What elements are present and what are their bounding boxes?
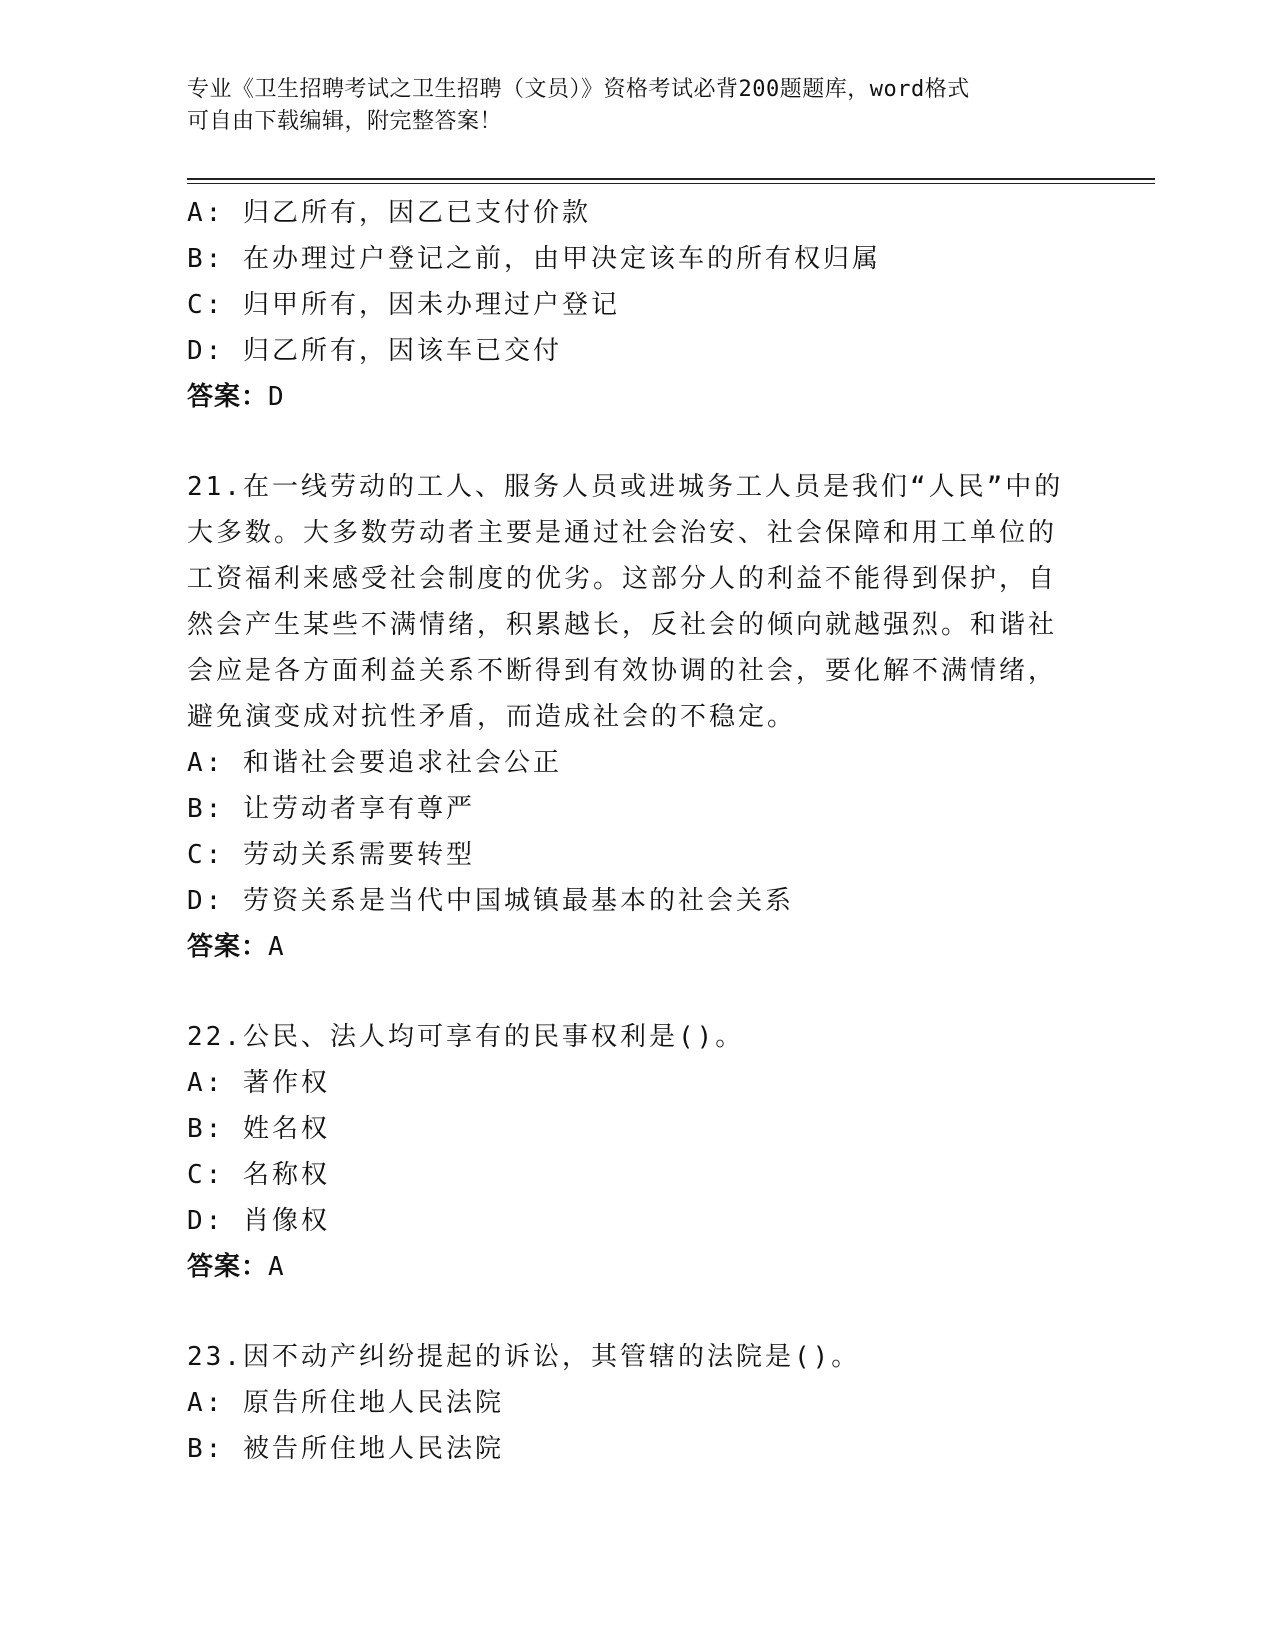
document-header xyxy=(187,74,1067,138)
answer-row xyxy=(187,374,1087,420)
answer-label: 答案： xyxy=(187,382,269,412)
answer-value: A xyxy=(268,932,285,962)
header-title-line-2: 可自由下载编辑，附完整答案！ xyxy=(187,109,503,134)
option-c: C: 劳动关系需要转型 xyxy=(187,840,475,870)
question-stem-line: 大多数。大多数劳动者主要是通过社会治安、社会保障和用工单位的 xyxy=(187,518,1058,548)
question-stem-line: 避免演变成对抗性矛盾，而造成社会的不稳定。 xyxy=(187,702,797,732)
question-list xyxy=(187,190,1087,1472)
option-b: B: 让劳动者享有尊严 xyxy=(187,794,475,824)
answer-value: D xyxy=(268,382,285,412)
question-stem-line: 然会产生某些不满情绪，积累越长，反社会的倾向就越强烈。和谐社 xyxy=(187,610,1058,640)
question-23 xyxy=(187,1334,1087,1472)
question-stem-line: 21.在一线劳动的工人、服务人员或进城务工人员是我们“人民”中的 xyxy=(187,472,1064,502)
answer-label: 答案： xyxy=(187,1252,269,1282)
question-20 xyxy=(187,190,1087,420)
option-a: A: 著作权 xyxy=(187,1068,330,1098)
option-d: D: 劳资关系是当代中国城镇最基本的社会关系 xyxy=(187,886,794,916)
answer-row xyxy=(187,1244,1087,1290)
option-a: A: 归乙所有，因乙已支付价款 xyxy=(187,198,591,228)
question-21 xyxy=(187,464,1087,970)
question-stem-line: 23.因不动产纠纷提起的诉讼，其管辖的法院是()。 xyxy=(187,1342,861,1372)
option-a: A: 和谐社会要追求社会公正 xyxy=(187,748,562,778)
option-c: C: 名称权 xyxy=(187,1160,330,1190)
option-c: C: 归甲所有，因未办理过户登记 xyxy=(187,290,620,320)
question-22 xyxy=(187,1014,1087,1290)
option-d: D: 归乙所有，因该车已交付 xyxy=(187,336,562,366)
option-b: B: 被告所住地人民法院 xyxy=(187,1434,504,1464)
header-divider-thin xyxy=(187,183,1155,184)
answer-value: A xyxy=(268,1252,285,1282)
answer-row xyxy=(187,924,1087,970)
question-stem-line: 工资福利来感受社会制度的优劣。这部分人的利益不能得到保护，自 xyxy=(187,564,1058,594)
option-a: A: 原告所住地人民法院 xyxy=(187,1388,504,1418)
header-title-line-1: 专业《卫生招聘考试之卫生招聘（文员）》资格考试必背200题题库，word格式 xyxy=(187,77,970,102)
question-stem-line: 会应是各方面利益关系不断得到有效协调的社会，要化解不满情绪， xyxy=(187,656,1058,686)
header-divider-thick xyxy=(187,178,1155,180)
option-b: B: 姓名权 xyxy=(187,1114,330,1144)
question-stem-line: 22.公民、法人均可享有的民事权利是()。 xyxy=(187,1022,745,1052)
option-d: D: 肖像权 xyxy=(187,1206,330,1236)
option-b: B: 在办理过户登记之前，由甲决定该车的所有权归属 xyxy=(187,244,881,274)
answer-label: 答案： xyxy=(187,932,269,962)
